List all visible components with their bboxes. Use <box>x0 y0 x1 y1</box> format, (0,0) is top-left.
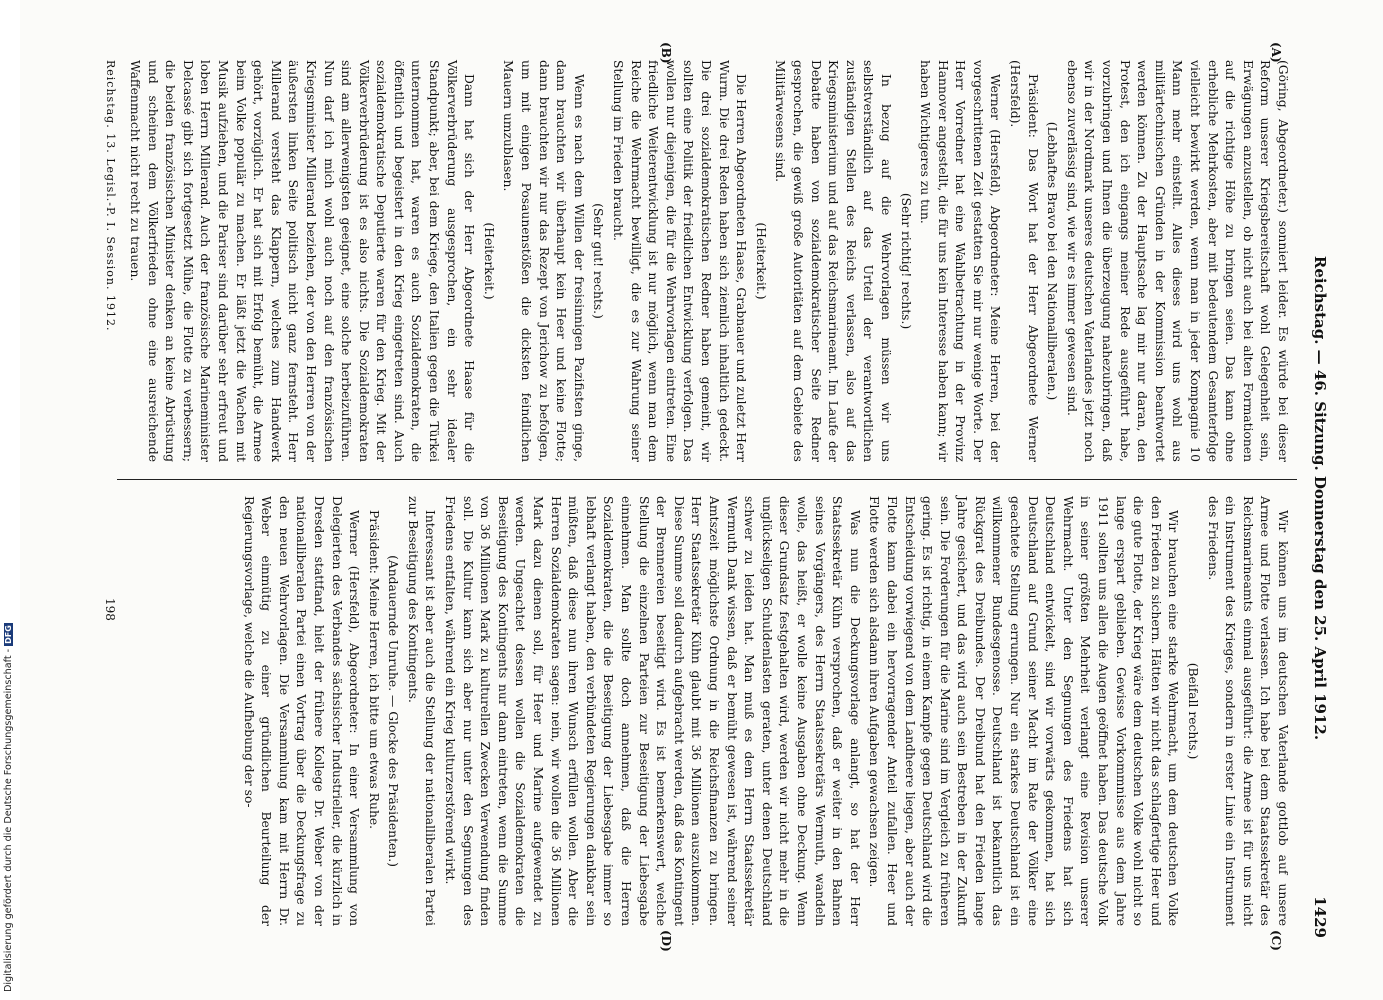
paragraph: Was nun die Deckungsvorlage anlangt, so hat der Herr Staatssekretär Kühn versprochen, daß er weiter in den Bahnen seines Vorgängers, des Herrn Staatssekretärs Wermuth, wandeln wolle, das heißt, er wolle keine Ausgaben ohne Deckung. Wenn dieser Grundsatz festgehalten wird, werden wir nicht mehr in die unglückseligen Schuldenlasten geraten, unter denen Deutschland schwer zu leiden hat. Man muß es dem Herrn Staatssekretär Wermuth Dank wissen, daß er bemüht gewesen ist, während seiner Amtszeit möglichste Ordnung in die Reichsfinanzen zu bringen. Herr Staatssekretär Kühn glaubt mit 36 Millionen auszukommen. Diese Summe soll dadurch aufgebracht werden, daß das Kontingent der Brennereien beseitigt wird. Es ist bemerkenswert, welche Stellung die einzelnen Parteien zur Beseitigung der Liebesgabe einnehmen. Man sollte doch annehmen, daß die Herren Sozialdemokraten, die die Beseitigung der Liebesgabe immer so lebhaft verlangt haben, den verbündeten Regierungen dankbar sein müßten, daß diese nun ihren Wunsch erfüllen wollen. Aber die Herren Sozialdemokraten sagen: nein, wir wollen die 36 Millionen Mark dazu dienen soll, für Heer und Marine aufgewendet zu werden. Ungeachtet dessen wollen die Sozialdemokraten die Beseitigung des Kontingents nur dann eintreten, wenn die Summe von 36 Millionen Mark zu kulturellen Zwecken Verwendung finden soll. Die Kultur kann sich aber nur unter den Segnungen des Friedens entfalten, während ein Krieg kulturzerstörend wirkt. <box>443 496 862 926</box>
paragraph: Die Herren Abgeordneten Haase, Grabnauer und zuletzt Herr Wurm. Die drei Reden haben sich ziemlich inhaltlich gedeckt. Die drei sozialdemokratischen Redner haben gemeint, wir sollten eine Politik der friedlichen Entwicklung verfolgen. Das wollen nur diejenigen, die für die Wehrvorlagen eintreten. Eine friedliche Weiterentwicklung ist nur möglich, wenn man dem Reiche die Wehrmacht bewilligt, die es zur Wahrung seiner Stellung im Frieden braucht. <box>611 60 749 462</box>
paragraph: Dann hat sich der Herr Abgeordnete Haase für die Völkerverbrüderung ausgesprochen, ein sehr idealer Standpunkt; aber, bei dem Kriege, den Italien gegen die Türkei unternommen hat, waren es auch Sozialdemokraten, die öffentlich und begeistert in den Krieg eingetreten sind. Auch sozialdemokratische Deputierte waren für den Krieg. Mit der Völkerverbrüderung ist es also nichts. Die Sozialdemokraten sind am allerwenigsten geeignet, eine solche herbeizuführen. Nun darf ich mich wohl auch noch auf den französischen Kriegsminister Millerand beziehen, der von den Herren von der äußersten linken Seite politisch nicht ganz fernsteht. Herr Millerand versteht das Klappern, welches zum Handwerk gehört, vorzüglich. Er hat sich mit Erfolg bemüht, die Armee beim Volke populär zu machen. Er läßt jetzt die Wachen mit Musik aufziehen, und die Pariser sind darüber sehr erfreut und loben Herrn Millerand. Auch der französische Marineminister Delcassé gibt sich fortgesetzt Mühe, die Flotte zu verbessern; die beiden französischen Minister denken an keine Abrüstung und scheinen dem Völkerfrieden ohne eine ausreichende Waffenmacht nicht recht zu trauen. <box>128 60 477 462</box>
paragraph: (Göring, Abgeordneter.) sonniert leider. Es würde bei dieser Reform unserer Kriegsbereitschaft wohl Gelegenheit sein, Erwägungen anzustellen, ob nicht auch bei alten Formationen auf die richtige Höhe zu bringen seien. Das kann ohne erhebliche Mehrkosten, aber mit bedeutendem Gesamterfolge vielleicht bewirkt werden, wenn man in jeder Kompagnie 10 Mann mehr einstellt. Alles dieses wird uns wohl aus militärtechnischen Gründen in der Kommission beantwortet werden können. Zu der Hauptsache lag mir nur daran, den Protest, den ich eingangs meiner Rede ausgeführt habe, vorzubringen und Ihnen die überzeugung nahezubringen, daß wir in der Nordmark unseres deutschen Vaterlandes jetzt noch ebenso zuverlässig sind, wie wir es immer gewesen sind. <box>1064 60 1290 462</box>
running-title: Reichstag. — 46. Sitzung. Donnerstag den 25. April 1912. <box>1311 255 1329 741</box>
margin-marker-c: (C) <box>1269 930 1283 951</box>
paragraph: Präsident: Das Wort hat der Herr Abgeordnete Werner (Hersfeld). <box>1008 60 1040 462</box>
stage-direction: (Heiterkeit.) <box>753 222 768 300</box>
stage-direction: (Sehr richtig! rechts.) <box>898 192 913 330</box>
left-column <box>128 60 1291 462</box>
margin-marker-b: (B) <box>659 42 673 64</box>
digitization-note-text: Digitalisierung gefördert durch die Deutsche Forschungsgemeinschaft - <box>3 648 14 992</box>
footer-sheet-number: 198 <box>103 598 117 621</box>
column-divider <box>117 479 1297 480</box>
paragraph: Präsident: Meine Herren, ich bitte um etwas Ruhe. <box>366 510 381 830</box>
stage-direction: (Heiterkeit.) <box>481 222 496 300</box>
paragraph: Interessant ist aber auch die Stellung der nationalliberalen Partei zur Beseitigung des Kontingents. <box>405 496 438 926</box>
page-number: 1429 <box>1311 896 1329 938</box>
dfg-logo: DFG <box>4 625 13 644</box>
paragraph: Werner (Hersfeld), Abgeordneter: Meine Herren, bei der vorgeschrittenen Zeit gestatten Sie mir nur wenige Worte. Der Herr Vorredner hat eine Wahlbetrachtung in der Provinz Hannover angestellt, die für uns kein Interesse haben kann; wir haben Wichtigeres zu tun. <box>918 60 1003 462</box>
running-header <box>1305 58 1335 938</box>
right-column <box>131 496 1291 926</box>
digitization-sidebar <box>0 0 20 1000</box>
rotated-page-content <box>45 38 1335 958</box>
footer-session-info: Reichstag. 13. Legisl.-P. I. Session. 1912. <box>104 60 117 332</box>
stage-direction: (Sehr gut! rechts.) <box>591 203 606 319</box>
stage-direction: (Beifall rechts.) <box>1186 662 1201 760</box>
paragraph: Werner (Hersfeld), Abgeordneter: In einer Versammlung von Delegierten des Verbandes sächsischer Industrieller, die kürzlich in Dresden stattfand, hielt der frühere Kollege Dr. Weber von der nationalliberalen Partei einen Vortrag über die Deckungsfrage zu den neuen Wehrvorlagen. Die Versammlung kam mit Herrn Dr. Weber einmütig zu einer gründlichen Beurteilung der Regierungsvorlage, welche die Aufhebung der so- <box>241 496 362 926</box>
margin-marker-d: (D) <box>659 930 673 952</box>
digitization-note <box>3 2 14 992</box>
paragraph: In bezug auf die Wehrvorlagen müssen wir uns selbstverständlich auf das Urteil der verantwortlichen zuständigen Stellen des Reichs verlassen, also auf das Kriegsministerium und auf das Reichsmarineamt. Im Laufe der Debatte haben von sozialdemokratischer Seite Redner gesprochen, die gewiß große Autoritäten auf dem Gebiete des Militärwesens sind. <box>773 60 893 462</box>
paragraph: Wir brauchen eine starke Wehrmacht, um dem deutschen Volke den Frieden zu sichern. Hätten wir nicht das schlagfertige Heer und die gute Flotte, der Krieg wäre dem deutschen Volke wohl nicht so lange erspart geblieben. Gewisse Vorkommnisse aus dem Jahre 1911 sollten uns allen die Augen geöffnet haben. Das deutsche Volk in seiner größten Mehrheit verlangt eine Revision unserer Wehrmacht. Unter den Segnungen des Friedens hat sich Deutschland entwickelt, sind wir vorwärts gekommen, hat sich Deutschland auf Grund seiner Macht im Rate der Völker eine geachtete Stellung errungen. Nur ein starkes Deutschland ist ein willkommener Bundesgenosse. Deutschland ist bekanntlich das Rückgrat des Dreibundes. Der Dreibund hat den Frieden lange Jahre gesichert, und das wird auch sein Bestreben in der Zukunft sein. Die Forderungen für die Marine sind im Vergleich zu früheren gering. Es ist richtig, in einem Kampfe gegen Deutschland wird die Entscheidung vorwiegend von dem Landheere liegen, aber auch der Flotte kann dabei ein hervorragender Anteil zufallen. Heer und Flotte werden sich alsdann ihren Aufgaben gewachsen zeigen. <box>867 496 1181 926</box>
paragraph: Wenn es nach dem Willen der freisinnigen Pazifisten ginge, dann brauchten wir überhaupt kein Heer und keine Flotte; dann brauchten wir nur das Rezept von Jerichow zu befolgen, um mit einigen Posaunenstößen die dicksten feindlichen Mauern umzublasen. <box>501 60 586 462</box>
stage-direction: (Lebhaftes Bravo bei den Nationalliberalen.) <box>1045 121 1060 401</box>
margin-marker-a: (A) <box>1269 42 1283 63</box>
paragraph: Wir können uns im deutschen Vaterlande gottlob auf unsere Armee und Flotte verlassen. Ich habe bei dem Staatssekretär des Reichsmarineamts einmal ausgeführt: die Armee ist für uns nicht ein Instrument des Krieges, sondern in erster Linie ein Instrument des Friedens. <box>1205 496 1290 926</box>
stage-direction: (Andauernde Unruhe. — Glocke des Präsidenten.) <box>386 555 401 867</box>
